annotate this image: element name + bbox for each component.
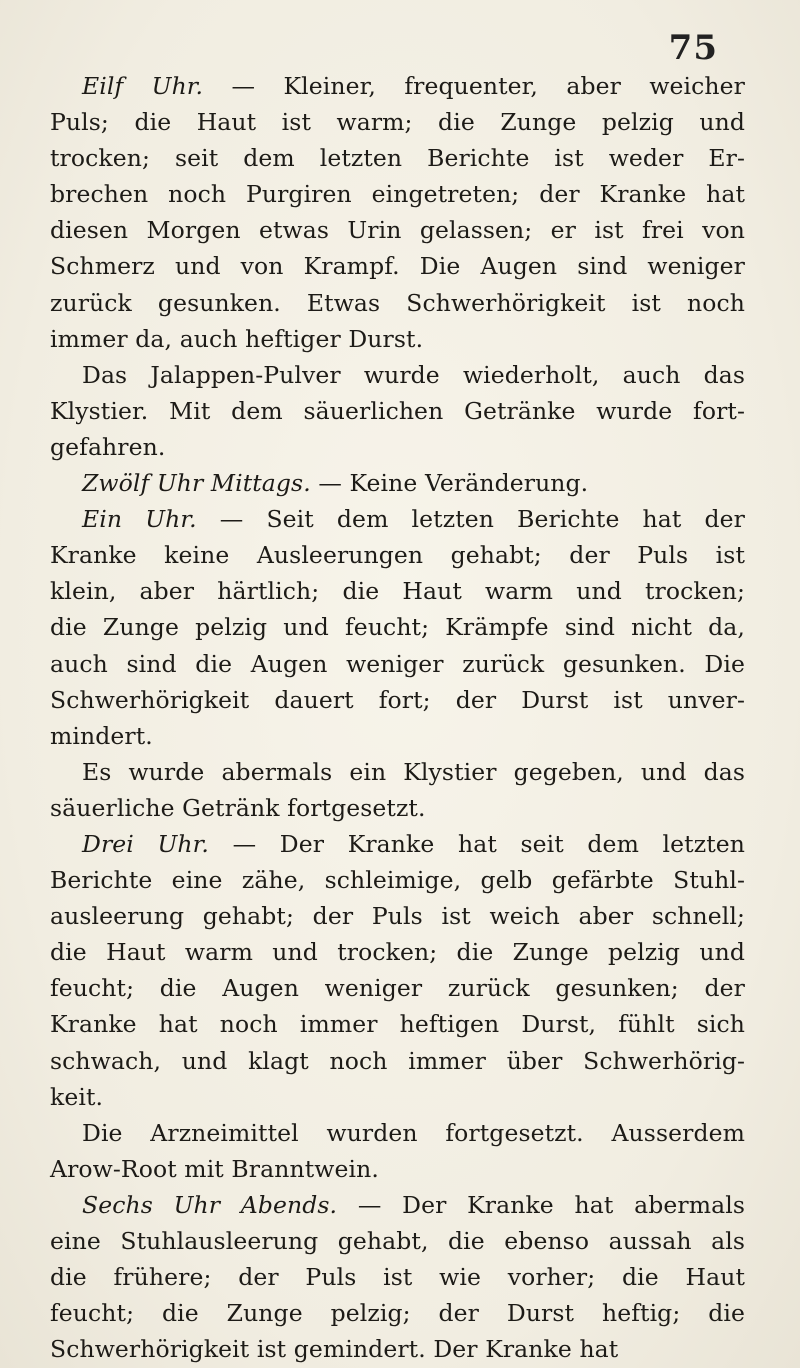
text-segment: zurück gesunken. Etwas Schwerhörigkeit ist noch xyxy=(50,288,745,317)
text-segment: auch sind die Augen weniger zurück gesunken. Die xyxy=(50,649,745,678)
text-segment: immer da, auch heftiger Durst. xyxy=(50,324,424,353)
text-segment: Schmerz und von Krampf. Die Augen sind weniger xyxy=(50,252,745,281)
text-line xyxy=(50,212,745,248)
text-line xyxy=(50,1187,745,1223)
text-segment: gefahren. xyxy=(50,432,166,461)
paragraph xyxy=(50,754,745,826)
entry-time-heading: Ein Uhr. xyxy=(82,505,197,534)
text-segment: die Zunge pelzig und feucht; Krämpfe sind nicht da, xyxy=(50,613,745,642)
entry-time-heading: Drei Uhr. xyxy=(82,829,209,858)
text-segment: klein, aber härtlich; die Haut warm und trocken; xyxy=(50,577,745,606)
text-line xyxy=(50,357,745,393)
text-segment: die frühere; der Puls ist wie vorher; die Haut xyxy=(50,1263,745,1292)
text-line xyxy=(50,393,745,429)
text-segment: Puls; die Haut ist warm; die Zunge pelzig und xyxy=(50,108,745,137)
text-line xyxy=(50,718,745,754)
text-line xyxy=(50,862,745,898)
text-line xyxy=(50,140,745,176)
text-segment: Kranke hat noch immer heftigen Durst, fühlt sich xyxy=(50,1010,745,1039)
text-segment: — Seit dem letzten Berichte hat der xyxy=(196,505,746,534)
text-segment: Kranke keine Ausleerungen gehabt; der Puls ist xyxy=(50,541,745,570)
text-segment: — Der Kranke hat seit dem letzten xyxy=(208,829,745,858)
paragraph xyxy=(50,501,745,754)
text-line xyxy=(50,1115,745,1151)
text-line xyxy=(50,1295,745,1331)
text-line xyxy=(50,429,745,465)
text-line xyxy=(50,1079,745,1115)
body-text xyxy=(50,68,745,1367)
text-segment: trocken; seit dem letzten Berichte ist weder Er- xyxy=(50,144,745,173)
text-segment: mindert. xyxy=(50,721,153,750)
text-segment: feucht; die Augen weniger zurück gesunken; der xyxy=(50,974,745,1003)
text-line xyxy=(50,609,745,645)
text-line xyxy=(50,790,745,826)
text-line xyxy=(50,285,745,321)
text-line xyxy=(50,934,745,970)
paragraph xyxy=(50,826,745,1115)
text-segment: — Der Kranke hat abermals xyxy=(337,1190,746,1219)
text-line xyxy=(50,1006,745,1042)
text-line xyxy=(50,321,745,357)
entry-time-heading: Zwölf Uhr Mittags. xyxy=(82,469,311,498)
text-line xyxy=(50,1331,745,1367)
paragraph xyxy=(50,68,745,357)
text-line xyxy=(50,898,745,934)
text-segment: Arow-Root mit Branntwein. xyxy=(50,1154,379,1183)
text-segment: diesen Morgen etwas Urin gelassen; er ist frei von xyxy=(50,216,745,245)
text-segment: Schwerhörigkeit dauert fort; der Durst ist unver- xyxy=(50,685,745,714)
text-segment: feucht; die Zunge pelzig; der Durst heftig; die xyxy=(50,1299,745,1328)
text-line xyxy=(50,682,745,718)
text-segment: brechen noch Purgiren eingetreten; der Kranke hat xyxy=(50,180,745,209)
text-line xyxy=(50,1151,745,1187)
text-segment: Das Jalappen-Pulver wurde wiederholt, auch das xyxy=(82,360,745,389)
text-line xyxy=(50,248,745,284)
text-line xyxy=(50,104,745,140)
text-line xyxy=(50,970,745,1006)
paragraph xyxy=(50,1115,745,1187)
entry-time-heading: Sechs Uhr Abends. xyxy=(82,1190,338,1219)
text-segment: ausleerung gehabt; der Puls ist weich aber schnell; xyxy=(50,902,745,931)
text-segment: die Haut warm und trocken; die Zunge pelzig und xyxy=(50,938,745,967)
text-segment: — Kleiner, frequenter, aber weicher xyxy=(203,72,746,100)
paragraph xyxy=(50,357,745,465)
text-line xyxy=(50,646,745,682)
text-line xyxy=(50,68,745,104)
text-line xyxy=(50,826,745,862)
text-segment: schwach, und klagt noch immer über Schwerhörig- xyxy=(50,1046,745,1075)
text-line xyxy=(50,1043,745,1079)
text-segment: Berichte eine zähe, schleimige, gelb gefärbte Stuhl- xyxy=(50,866,745,895)
text-segment: säuerliche Getränk fortgesetzt. xyxy=(50,793,426,822)
text-line xyxy=(50,465,745,501)
paragraph xyxy=(50,1187,745,1367)
text-line xyxy=(50,501,745,537)
text-segment: Die Arzneimittel wurden fortgesetzt. Ausserdem xyxy=(82,1118,745,1147)
text-segment: Es wurde abermals ein Klystier gegeben, und das xyxy=(82,757,745,786)
text-line xyxy=(50,176,745,212)
paragraph xyxy=(50,465,745,501)
text-line xyxy=(50,537,745,573)
page-number: 75 xyxy=(668,28,718,68)
text-line xyxy=(50,1259,745,1295)
text-segment: Schwerhörigkeit ist gemindert. Der Kranke hat xyxy=(50,1335,619,1364)
text-segment: eine Stuhlausleerung gehabt, die ebenso aussah als xyxy=(50,1227,745,1255)
text-segment: keit. xyxy=(50,1082,104,1111)
text-line xyxy=(50,1223,745,1259)
text-segment: — Keine Veränderung. xyxy=(310,469,589,498)
text-line xyxy=(50,754,745,790)
text-segment: Klystier. Mit dem säuerlichen Getränke wurde fort- xyxy=(50,396,745,425)
text-line xyxy=(50,573,745,609)
entry-time-heading: Eilf Uhr. xyxy=(82,72,204,100)
